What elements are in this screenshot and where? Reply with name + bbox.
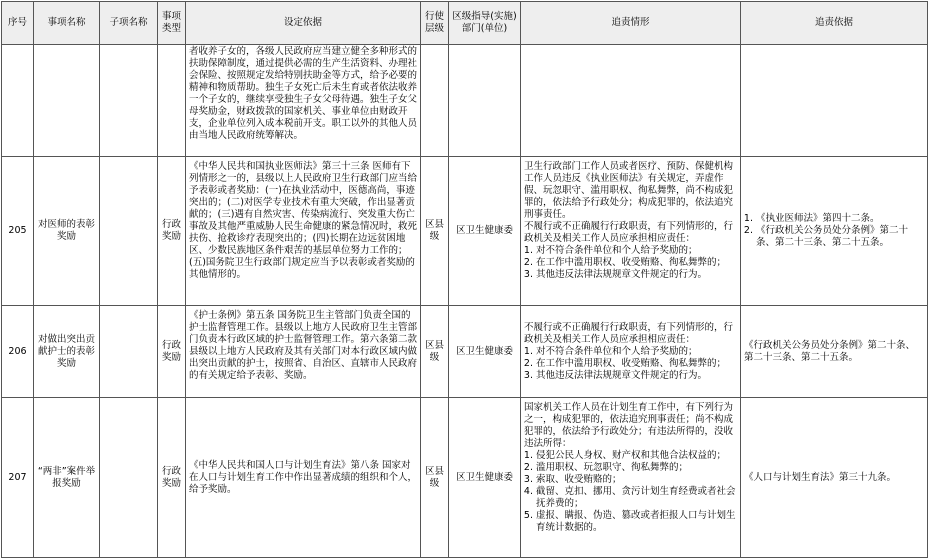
header-seq: 序号 xyxy=(2,2,34,45)
liability-intro: 国家机关工作人员在计划生育工作中，有下列行为之一，构成犯罪的，依法追究刑事责任；尚不构成犯罪的，依法给予行政处分；有违法所得的，没收违法所得： xyxy=(524,402,734,449)
sub-item-cell xyxy=(100,157,158,306)
list-item: 3. 其他违反法律法规规章文件规定的行为。 xyxy=(536,269,737,281)
list-item: 2. 在工作中滥用职权、收受贿赂、徇私舞弊的； xyxy=(536,358,737,370)
liability-basis-cell: 《人口与计划生育法》第三十九条。 xyxy=(741,398,928,558)
seq-cell: 207 xyxy=(2,398,34,558)
seq-cell: 205 xyxy=(2,157,34,306)
table-row xyxy=(2,157,928,306)
basis-cell: 《护士条例》第五条 国务院卫生主管部门负责全国的护士监督管理工作。县级以上地方人民政府卫生主管部门负责本行政区域的护士监督管理工作。第六条第二款 县级以上地方人民政府及其有关部门对本行政区域内做出突出贡献的护士，按照省、自治区、直辖市人民政府的有关规定给予表彰、奖励。 xyxy=(186,306,421,398)
dept-cell: 区卫生健康委 xyxy=(449,306,521,398)
list-item: 1. 《执业医师法》第四十二条。 xyxy=(756,213,924,225)
item-type-cell: 行政奖励 xyxy=(158,306,186,398)
list-item: 2. 在工作中滥用职权、收受贿赂、徇私舞弊的； xyxy=(536,257,737,269)
list-item: 3. 索取、收受贿赂的； xyxy=(536,474,737,486)
list-item: 1. 对不符合条件单位和个人给予奖励的； xyxy=(536,245,737,257)
header-dept: 区级指导(实施)部门(单位) xyxy=(449,2,521,45)
header-row xyxy=(2,2,928,45)
header-liability: 追责情形 xyxy=(521,2,741,45)
liability-intro: 不履行或不正确履行行政职责，有下列情形的，行政机关及相关工作人员应承担相应责任： xyxy=(524,221,734,244)
header-liability-basis: 追责依据 xyxy=(741,2,928,45)
liability-basis-cell xyxy=(741,157,928,306)
item-name-cell: 对医师的表彰奖励 xyxy=(34,157,100,306)
basis-cell: 《中华人民共和国人口与计划生育法》第八条 国家对在人口与计划生育工作中作出显著成绩的组织和个人，给予奖励。 xyxy=(186,398,421,558)
liability-cell xyxy=(521,157,741,306)
item-type-cell: 行政奖励 xyxy=(158,398,186,558)
header-sub-item-name: 子项名称 xyxy=(100,2,158,45)
item-name-cell: 对做出突出贡献护士的表彰奖励 xyxy=(34,306,100,398)
list-item: 3. 其他违反法律法规规章文件规定的行为。 xyxy=(536,370,737,382)
liability-cell xyxy=(521,306,741,398)
liability-basis-cell: 《行政机关公务员处分条例》第二十条、第二十三条、第二十五条。 xyxy=(741,306,928,398)
level-cell: 区县级 xyxy=(421,306,449,398)
list-item: 2. 滥用职权、玩忽职守、徇私舞弊的； xyxy=(536,462,737,474)
list-item: 1. 侵犯公民人身权、财产权和其他合法权益的； xyxy=(536,450,737,462)
level-cell: 区县级 xyxy=(421,157,449,306)
header-basis: 设定依据 xyxy=(186,2,421,45)
header-level: 行使层级 xyxy=(421,2,449,45)
liability-cell xyxy=(521,398,741,558)
header-item-name: 事项名称 xyxy=(34,2,100,45)
dept-cell: 区卫生健康委 xyxy=(449,398,521,558)
table-row-continuation xyxy=(2,45,928,157)
list-item: 1. 对不符合条件单位和个人给予奖励的； xyxy=(536,346,737,358)
sub-item-cell xyxy=(100,398,158,558)
item-type-cell: 行政奖励 xyxy=(158,157,186,306)
liability-intro: 不履行或不正确履行行政职责，有下列情形的，行政机关及相关工作人员应承担相应责任： xyxy=(524,321,734,345)
item-name-cell: “两非”案件举报奖励 xyxy=(34,398,100,558)
level-cell: 区县级 xyxy=(421,398,449,558)
header-item-type: 事项类型 xyxy=(158,2,186,45)
liability-table xyxy=(1,1,928,558)
table-row xyxy=(2,306,928,398)
list-item: 5. 虚报、瞒报、伪造、篡改或者拒报人口与计划生育统计数据的。 xyxy=(536,510,737,534)
dept-cell: 区卫生健康委 xyxy=(449,157,521,306)
seq-cell: 206 xyxy=(2,306,34,398)
liability-intro: 卫生行政部门工作人员或者医疗、预防、保健机构工作人员违反《执业医师法》有关规定，弄虚作假、玩忽职守、滥用职权、徇私舞弊，尚不构成犯罪的，依法给予行政处分；构成犯罪的，依法追究刑事责任。 xyxy=(524,161,734,220)
list-item: 2. 《行政机关公务员处分条例》第二十条、第二十三条、第二十五条。 xyxy=(756,225,924,249)
list-item: 4. 截留、克扣、挪用、贪污计划生育经费或者社会抚养费的； xyxy=(536,486,737,510)
basis-cell: 《中华人民共和国执业医师法》第三十三条 医师有下列情形之一的，县级以上人民政府卫生行政部门应当给予表彰或者奖励：(一)在执业活动中，医德高尚，事迹突出的；(二)对医学专业技术有重大突破，作出显著贡献的；(三)遇有自然灾害、传染病流行、突发重大伤亡事故及其他严重威胁人民生命健康的紧急情况时，救死扶伤、抢救诊疗表现突出的；(四)长期在边远贫困地区、少数民族地区条件艰苦的基层单位努力工作的；(五)国务院卫生行政部门规定应当予以表彰或者奖励的其他情形的。 xyxy=(186,157,421,306)
sub-item-cell xyxy=(100,306,158,398)
basis-cell: 者收养子女的，各级人民政府应当建立健全多种形式的扶助保障制度，通过提供必需的生产生活资料、办理社会保险、按照规定发给特别扶助金等方式，给予必要的精神和物质帮助。独生子女死亡后未生育或者依法收养一个子女的，继续享受独生子女父母待遇。独生子女父母奖励金，财政拨款的国家机关、事业单位由财政开支，企业单位列入成本税前开支。职工以外的其他人员由当地人民政府统筹解决。 xyxy=(186,45,421,157)
table-row xyxy=(2,398,928,558)
